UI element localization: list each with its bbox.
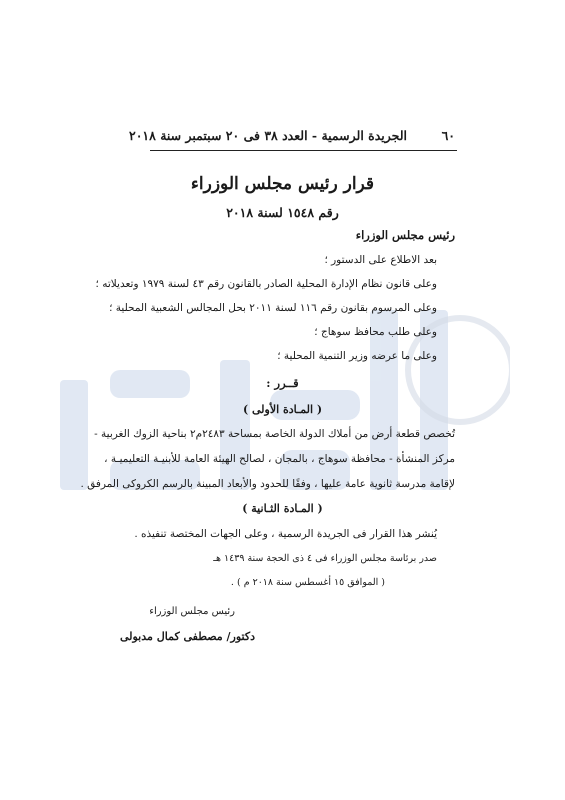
article-1-line: لإقامة مدرسة ثانوية عامة عليها ، وفقًا للحدود والأبعاد المبينة بالرسم الكروكى المرفق . bbox=[80, 478, 455, 490]
issuer: رئيس مجلس الوزراء bbox=[355, 228, 455, 242]
signature-title: رئيس مجلس الوزراء bbox=[149, 606, 235, 617]
preamble-line: بعد الاطلاع على الدستور ؛ bbox=[324, 254, 437, 266]
decree-number: رقم ١٥٤٨ لسنة ٢٠١٨ bbox=[226, 205, 339, 220]
article-1-line: مركز المنشأة - محافظة سوهاج ، بالمجان ، لصالح الهيئة العامة للأبنيـة التعليميـة ، bbox=[104, 453, 455, 465]
article-2-heading: ( المـادة الثـانية ) bbox=[242, 502, 323, 515]
header-divider bbox=[150, 150, 457, 151]
article-1-heading: ( المـادة الأولى ) bbox=[242, 403, 323, 416]
article-2-text: يُنشر هذا القرار فى الجريدة الرسمية ، وعلى الجهات المختصة تنفيذه . bbox=[134, 528, 437, 540]
preamble-line: وعلى طلب محافظ سوهاج ؛ bbox=[314, 326, 437, 338]
issued-at: صدر برئاسة مجلس الوزراء فى ٤ ذى الحجة سنة ١٤٣٩ هـ bbox=[213, 553, 437, 564]
corresponding-date: ( الموافق ١٥ أغسطس سنة ٢٠١٨ م ) . bbox=[230, 577, 385, 588]
gazette-title: الجريدة الرسمية - العدد ٣٨ فى ٢٠ سبتمبر سنة ٢٠١٨ bbox=[129, 128, 407, 143]
preamble-line: وعلى المرسوم بقانون رقم ١١٦ لسنة ٢٠١١ بحل المجالس الشعبية المحلية ؛ bbox=[109, 302, 437, 314]
article-1-line: تُخصص قطعة أرض من أملاك الدولة الخاصة بمساحة ٢٤٨٣م٢ بناحية الزوك الغربية - bbox=[94, 428, 455, 440]
preamble-line: وعلى ما عرضه وزير التنمية المحلية ؛ bbox=[277, 350, 437, 362]
page-number: ٦٠ bbox=[441, 128, 455, 143]
decree-title: قرار رئيس مجلس الوزراء bbox=[190, 174, 375, 194]
decided-heading: قــرر : bbox=[266, 376, 299, 390]
preamble-line: وعلى قانون نظام الإدارة المحلية الصادر بالقانون رقم ٤٣ لسنة ١٩٧٩ وتعديلاته ؛ bbox=[95, 278, 437, 290]
signature-name: دكتور/ مصطفى كمال مدبولى bbox=[119, 630, 255, 643]
